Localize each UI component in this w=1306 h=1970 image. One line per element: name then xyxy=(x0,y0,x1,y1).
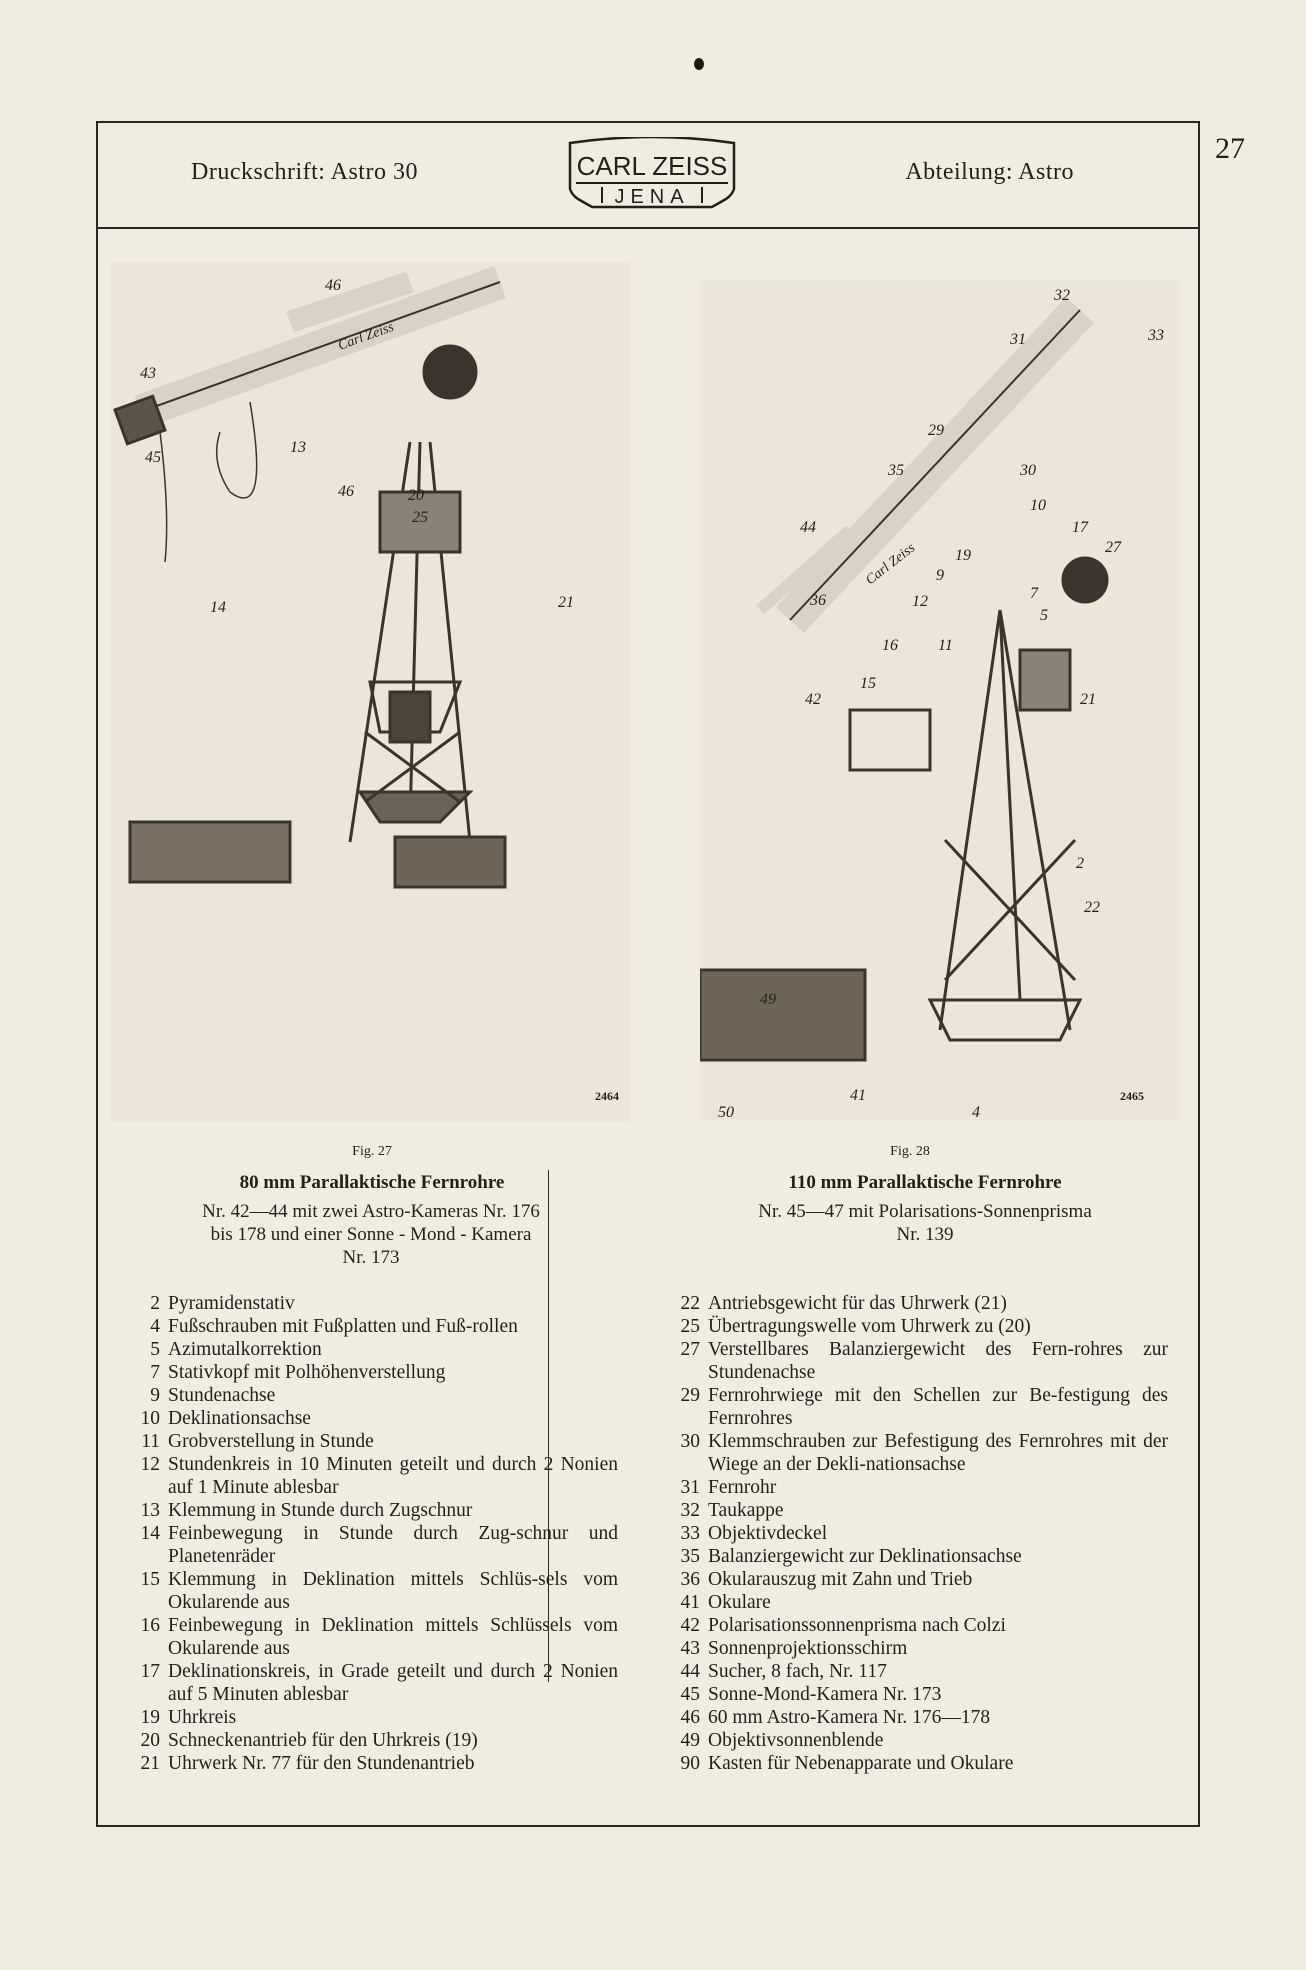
fig28-callout-30: 30 xyxy=(1020,462,1036,479)
legend-item: 41 Okulare xyxy=(680,1592,771,1613)
fig28-callout-10: 10 xyxy=(1030,497,1046,514)
legend-item: 22 Antriebsgewicht für das Uhrwerk (21) xyxy=(680,1293,1007,1314)
legend-item: 17 Deklinationskreis, in Grade geteilt und durch 2 Nonien auf 5 Minuten ablesbar xyxy=(140,1661,618,1705)
fig28-callout-21: 21 xyxy=(1080,691,1096,708)
fig28-callout-11: 11 xyxy=(938,637,953,654)
fig27-label: Fig. 27 xyxy=(352,1144,392,1159)
fig28-callout-2: 2 xyxy=(1076,855,1084,872)
carl-zeiss-logo xyxy=(562,137,742,217)
fig28-title: 110 mm Parallaktische Fernrohre xyxy=(788,1172,1062,1193)
legend-right xyxy=(668,1292,1168,1775)
fig27-callout-25: 25 xyxy=(412,509,428,526)
fig28-callout-33: 33 xyxy=(1148,327,1164,344)
fig27-subtitle-3: Nr. 173 xyxy=(342,1247,400,1268)
fig28-callout-4: 4 xyxy=(972,1104,980,1120)
fig27-callout-13: 13 xyxy=(290,439,306,456)
fig28-callout-29: 29 xyxy=(928,422,944,439)
legend-item: 4 Fußschrauben mit Fußplatten und Fuß-rollen xyxy=(150,1316,518,1337)
legend-item: 29 Fernrohrwiege mit den Schellen zur Be-festigung des Fernrohres xyxy=(680,1385,1168,1429)
legend-item: 19 Uhrkreis xyxy=(140,1707,237,1728)
legend-item: 43 Sonnenprojektionsschirm xyxy=(680,1638,908,1659)
legend-item: 30 Klemmschrauben zur Befestigung des Fernrohres mit der Wiege an der Dekli-nationsachse xyxy=(680,1431,1168,1475)
legend-item: 9 Stundenachse xyxy=(150,1385,276,1406)
fig27-tube-lettering: Carl Zeiss xyxy=(336,319,396,354)
fig28-callout-7: 7 xyxy=(1030,585,1038,602)
fig28-label: Fig. 28 xyxy=(890,1144,930,1159)
legend-item: 2 Pyramidenstativ xyxy=(150,1293,295,1314)
fig27-subtitle-2: bis 178 und einer Sonne - Mond - Kamera xyxy=(210,1224,532,1245)
legend-item: 46 60 mm Astro-Kamera Nr. 176—178 xyxy=(680,1707,991,1728)
legend-item: 20 Schneckenantrieb für den Uhrkreis (19) xyxy=(140,1730,478,1751)
fig27-title: 80 mm Parallaktische Fernrohre xyxy=(239,1172,505,1193)
fig28-callout-16: 16 xyxy=(882,637,898,654)
legend-item: 16 Feinbewegung in Deklination mittels Schlüssels vom Okularende aus xyxy=(140,1615,618,1659)
legend-item: 13 Klemmung in Stunde durch Zugschnur xyxy=(140,1500,473,1521)
legend-item: 49 Objektivsonnenblende xyxy=(680,1730,884,1751)
legend-item: 35 Balanziergewicht zur Deklinationsachse xyxy=(680,1546,1022,1567)
fig28-callout-41: 41 xyxy=(850,1087,866,1104)
fig28-callout-5: 5 xyxy=(1040,607,1048,624)
fig28-telescope-illustration xyxy=(700,280,1180,1120)
legend-item: 10 Deklinationsachse xyxy=(140,1408,311,1429)
legend-item: 21 Uhrwerk Nr. 77 für den Stundenantrieb xyxy=(140,1753,475,1774)
fig28-callout-22: 22 xyxy=(1084,899,1100,916)
legend-item: 25 Übertragungswelle vom Uhrwerk zu (20) xyxy=(680,1316,1031,1337)
punch-dot xyxy=(694,58,704,70)
fig27-callout-14: 14 xyxy=(210,599,226,616)
fig28-callout-27: 27 xyxy=(1105,539,1121,556)
fig27-plate-number: 2464 xyxy=(595,1089,619,1103)
fig28-callout-32: 32 xyxy=(1054,287,1070,304)
fig28-callout-42: 42 xyxy=(805,691,821,708)
fig27-callout-21: 21 xyxy=(558,594,574,611)
fig27-callout-20: 20 xyxy=(408,487,424,504)
header-druckschrift: Druckschrift: Astro 30 xyxy=(191,159,418,185)
logo-jena-text: JENA xyxy=(614,186,690,208)
legend-item: 32 Taukappe xyxy=(680,1500,784,1521)
fig27-callout-45: 45 xyxy=(145,449,161,466)
legend-item: 27 Verstellbares Balanziergewicht des Fern-rohres zur Stundenachse xyxy=(680,1339,1168,1383)
fig28-callout-17: 17 xyxy=(1072,519,1088,536)
fig28-callout-12: 12 xyxy=(912,593,928,610)
legend-item: 44 Sucher, 8 fach, Nr. 117 xyxy=(680,1661,887,1682)
fig28-callout-50: 50 xyxy=(718,1104,734,1120)
fig27-callout-46-top: 46 xyxy=(325,277,341,294)
fig27-subtitle-1: Nr. 42—44 mit zwei Astro-Kameras Nr. 176 xyxy=(202,1201,540,1222)
header-abteilung: Abteilung: Astro xyxy=(905,159,1074,185)
legend-item: 90 Kasten für Nebenapparate und Okulare xyxy=(680,1753,1014,1774)
legend-left xyxy=(128,1292,618,1775)
legend-item: 42 Polarisationssonnenprisma nach Colzi xyxy=(680,1615,1006,1636)
legend-item: 14 Feinbewegung in Stunde durch Zug-schnur und Planetenräder xyxy=(140,1523,618,1567)
fig28-subtitle-1: Nr. 45—47 mit Polarisations-Sonnenprisma xyxy=(758,1201,1092,1222)
fig28-callout-9: 9 xyxy=(936,567,944,584)
fig28-callout-15: 15 xyxy=(860,675,876,692)
fig28-callout-44: 44 xyxy=(800,519,816,536)
legend-item: 31 Fernrohr xyxy=(680,1477,777,1498)
legend-item: 15 Klemmung in Deklination mittels Schlüs-sels vom Okularende aus xyxy=(140,1569,618,1613)
fig27-telescope-illustration xyxy=(110,262,630,1122)
fig28-callout-49: 49 xyxy=(760,991,776,1008)
legend-item: 45 Sonne-Mond-Kamera Nr. 173 xyxy=(680,1684,942,1705)
fig28-plate-number: 2465 xyxy=(1120,1089,1144,1103)
legend-item: 5 Azimutalkorrektion xyxy=(150,1339,322,1360)
fig28-subtitle-2: Nr. 139 xyxy=(896,1224,954,1245)
fig28-callout-31: 31 xyxy=(1010,331,1026,348)
legend-item: 36 Okularauszug mit Zahn und Trieb xyxy=(680,1569,973,1590)
legend-item: 33 Objektivdeckel xyxy=(680,1523,828,1544)
fig27-callout-43: 43 xyxy=(140,365,156,382)
page-number: 27 xyxy=(1215,132,1245,165)
fig27-callout-46-mid: 46 xyxy=(338,483,354,500)
fig28-callout-36: 36 xyxy=(810,592,826,609)
fig28-callout-35: 35 xyxy=(888,462,904,479)
legend-item: 11 Grobverstellung in Stunde xyxy=(141,1431,374,1452)
legend-item: 7 Stativkopf mit Polhöhenverstellung xyxy=(150,1362,446,1383)
header-divider xyxy=(98,227,1198,229)
logo-carl-zeiss-text: CARL ZEISS xyxy=(576,151,728,181)
legend-item: 12 Stundenkreis in 10 Minuten geteilt und durch 2 Nonien auf 1 Minute ablesbar xyxy=(140,1454,618,1498)
fig28-callout-19: 19 xyxy=(955,547,971,564)
fig28-tube-lettering: Carl Zeiss xyxy=(863,540,919,589)
